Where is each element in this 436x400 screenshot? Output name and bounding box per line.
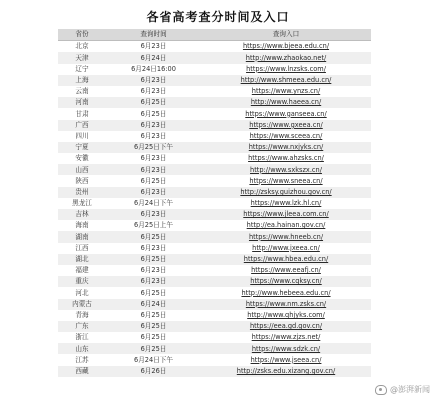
- watermark: [375, 384, 430, 395]
- query-entry-cell: [201, 220, 371, 231]
- province-cell: 安徽: [75, 154, 89, 163]
- province-cell: 河南: [58, 97, 106, 108]
- query-time-cell: 6月24日: [106, 299, 201, 310]
- table-row: [58, 310, 371, 321]
- table-row: [58, 243, 371, 254]
- query-entry-cell: [201, 97, 371, 108]
- province-cell: 湖北: [58, 254, 106, 265]
- query-entry-link[interactable]: http://zsks.edu.xizang.gov.cn/: [236, 366, 336, 375]
- query-entry-cell: [201, 198, 371, 209]
- query-entry-cell: [201, 354, 371, 365]
- province-cell: 黑龙江: [72, 199, 92, 208]
- query-entry-cell: [201, 243, 371, 254]
- query-entry-cell: [201, 366, 371, 377]
- query-time-cell: 6月23日: [140, 266, 167, 275]
- province-cell: 甘肃: [75, 109, 89, 118]
- weibo-icon: [375, 385, 387, 395]
- table-row: [58, 287, 371, 298]
- query-time-cell: 6月25日: [106, 231, 201, 242]
- column-header-time: 查询时间: [106, 29, 201, 41]
- query-entry-cell: [201, 310, 371, 321]
- province-cell: 西藏: [58, 366, 106, 377]
- province-cell: 四川: [75, 131, 89, 140]
- province-cell: 河北: [75, 288, 89, 297]
- table-row: [58, 97, 371, 108]
- table-row: [58, 142, 371, 153]
- table-row: [58, 131, 371, 142]
- query-entry-cell: [201, 276, 371, 287]
- exam-score-table: [58, 29, 371, 377]
- province-cell: 吉林: [58, 209, 106, 220]
- table-row: [58, 254, 371, 265]
- query-entry-cell: [201, 153, 371, 164]
- query-entry-link[interactable]: http://www.hebeea.edu.cn/: [241, 288, 331, 297]
- query-entry-link[interactable]: http://www.jxeea.cn/: [252, 243, 320, 252]
- table-row: [58, 366, 371, 377]
- query-entry-cell: [201, 86, 371, 97]
- province-cell: 青海: [75, 310, 89, 319]
- query-entry-link[interactable]: https://www.nm.zsks.cn/: [245, 299, 327, 308]
- table-row: [58, 343, 371, 354]
- province-cell: 山西: [58, 164, 106, 175]
- province-cell: 海南: [75, 221, 89, 230]
- table-row: [58, 198, 371, 209]
- province-cell: 广西: [58, 120, 106, 131]
- province-cell: 上海: [58, 75, 106, 86]
- province-cell: 贵州: [58, 187, 106, 198]
- province-cell: 湖南: [58, 231, 106, 242]
- query-entry-cell: [201, 299, 371, 310]
- province-cell: 内蒙古: [58, 299, 106, 310]
- query-entry-cell: [201, 120, 371, 131]
- query-time-cell: 6月23日: [140, 131, 167, 140]
- query-entry-link[interactable]: https://www.nxjyks.cn/: [248, 143, 324, 152]
- query-time-cell: 6月25日: [106, 254, 201, 265]
- query-entry-cell: [201, 164, 371, 175]
- table-row: [58, 299, 371, 310]
- query-time-cell: 6月26日: [106, 366, 201, 377]
- query-entry-cell: [201, 142, 371, 153]
- province-cell: 山东: [58, 343, 106, 354]
- table-row: [58, 64, 371, 75]
- query-time-cell: 6月24日下午: [134, 355, 173, 364]
- table-row: [58, 231, 371, 242]
- province-cell: 辽宁: [75, 64, 89, 73]
- table-row: [58, 321, 371, 332]
- query-entry-link[interactable]: https://www.sceea.cn/: [249, 131, 323, 140]
- query-entry-link[interactable]: https://www.hbea.edu.cn/: [243, 255, 329, 264]
- column-header-entry: 查询入口: [201, 29, 371, 41]
- query-entry-link[interactable]: http://www.haeea.cn/: [250, 98, 322, 107]
- query-time-cell: 6月23日: [140, 42, 167, 51]
- query-time-cell: 6月23日: [106, 187, 201, 198]
- province-cell: 陕西: [75, 176, 89, 185]
- query-entry-cell: [201, 108, 371, 119]
- query-entry-cell: [201, 75, 371, 86]
- table-row: [58, 153, 371, 164]
- table-row: [58, 120, 371, 131]
- query-entry-cell: [201, 332, 371, 343]
- table-row: [58, 41, 371, 53]
- page-title: 各省高考查分时间及入口: [146, 10, 290, 24]
- query-entry-link[interactable]: https://www.bjeea.edu.cn/: [242, 42, 330, 51]
- query-entry-link[interactable]: https://www.sdzk.cn/: [251, 344, 321, 353]
- query-time-cell: 6月23日: [106, 276, 201, 287]
- province-cell: 北京: [75, 42, 89, 51]
- query-time-cell: 6月25日: [140, 176, 167, 185]
- query-entry-link[interactable]: https://www.sneea.cn/: [249, 176, 323, 185]
- query-time-cell: 6月23日: [140, 243, 167, 252]
- query-time-cell: 6月23日: [106, 120, 201, 131]
- query-time-cell: 6月25日: [106, 343, 201, 354]
- query-entry-link[interactable]: http://zsksy.guizhou.gov.cn/: [240, 187, 332, 196]
- query-entry-cell: [201, 187, 371, 198]
- query-entry-link[interactable]: http://www.sxkszx.cn/: [250, 165, 322, 174]
- province-cell: 福建: [75, 266, 89, 275]
- query-entry-cell: [201, 321, 371, 332]
- province-cell: 江苏: [75, 355, 89, 364]
- table-row: [58, 52, 371, 63]
- column-header-province: 省份: [58, 29, 106, 41]
- query-entry-link[interactable]: https://www.zjzs.net/: [251, 333, 321, 342]
- table-row: [58, 187, 371, 198]
- province-cell: 江西: [75, 243, 89, 252]
- table-row: [58, 108, 371, 119]
- query-entry-cell: [201, 52, 371, 63]
- query-time-cell: 6月25日上午: [134, 221, 173, 230]
- query-entry-link[interactable]: https://www.lnzsks.com/: [246, 64, 326, 73]
- query-entry-cell: [201, 64, 371, 75]
- query-time-cell: 6月23日: [106, 164, 201, 175]
- query-entry-link[interactable]: https://www.eeafj.cn/: [251, 266, 321, 275]
- query-time-cell: 6月24日下午: [134, 199, 173, 208]
- query-entry-link[interactable]: https://www.jseea.cn/: [250, 355, 322, 364]
- query-time-cell: 6月23日: [106, 209, 201, 220]
- query-time-cell: 6月23日: [140, 87, 167, 96]
- query-entry-link[interactable]: http://www.shmeea.edu.cn/: [240, 76, 332, 85]
- query-entry-link[interactable]: https://www.jleea.com.cn/: [243, 210, 329, 219]
- query-entry-link[interactable]: https://www.cqksy.cn/: [250, 277, 322, 286]
- query-entry-link[interactable]: https://www.lzk.hl.cn/: [250, 199, 322, 208]
- query-entry-cell: [201, 41, 371, 53]
- table-row: [58, 332, 371, 343]
- query-time-cell: 6月23日: [140, 154, 167, 163]
- province-cell: 广东: [58, 321, 106, 332]
- table-row: [58, 265, 371, 276]
- province-cell: 天津: [58, 52, 106, 63]
- province-cell: 浙江: [75, 333, 89, 342]
- query-entry-cell: [201, 175, 371, 186]
- query-entry-link[interactable]: https://eea.gd.gov.cn/: [249, 322, 323, 331]
- table-row: [58, 86, 371, 97]
- query-entry-cell: [201, 287, 371, 298]
- query-entry-cell: [201, 343, 371, 354]
- query-entry-link[interactable]: https://www.ganseea.cn/: [245, 109, 327, 118]
- query-time-cell: 6月25日: [140, 310, 167, 319]
- query-entry-link[interactable]: https://www.ynzs.cn/: [251, 87, 321, 96]
- query-time-cell: 6月25日下午: [106, 142, 201, 153]
- table-row: [58, 354, 371, 365]
- table-row: [58, 164, 371, 175]
- table-row: [58, 175, 371, 186]
- query-entry-link[interactable]: https://www.gxeea.cn/: [249, 120, 323, 129]
- query-entry-link[interactable]: http://www.qhjyks.com/: [247, 310, 325, 319]
- table-row: [58, 209, 371, 220]
- query-entry-cell: [201, 254, 371, 265]
- table-row: [58, 220, 371, 231]
- query-entry-link[interactable]: https://www.ahzsks.cn/: [248, 154, 324, 163]
- query-entry-cell: [201, 131, 371, 142]
- query-entry-link[interactable]: https://www.hneeb.cn/: [248, 232, 324, 241]
- query-time-cell: 6月24日: [106, 52, 201, 63]
- query-entry-link[interactable]: http://ea.hainan.gov.cn/: [246, 221, 326, 230]
- query-entry-cell: [201, 209, 371, 220]
- table-row: [58, 276, 371, 287]
- query-time-cell: 6月25日: [140, 333, 167, 342]
- query-time-cell: 6月25日: [106, 321, 201, 332]
- province-cell: 云南: [75, 87, 89, 96]
- query-time-cell: 6月25日: [140, 288, 167, 297]
- query-time-cell: 6月25日: [140, 109, 167, 118]
- query-time-cell: 6月25日: [106, 97, 201, 108]
- query-time-cell: 6月24日16:00: [131, 64, 176, 73]
- table-header-row: [58, 29, 371, 41]
- query-entry-cell: [201, 231, 371, 242]
- query-time-cell: 6月23日: [106, 75, 201, 86]
- table-row: [58, 75, 371, 86]
- province-cell: 宁夏: [58, 142, 106, 153]
- watermark-text: @澎湃新闻: [390, 385, 430, 394]
- query-entry-link[interactable]: http://www.zhaokao.net/: [245, 53, 327, 62]
- province-cell: 重庆: [58, 276, 106, 287]
- query-entry-cell: [201, 265, 371, 276]
